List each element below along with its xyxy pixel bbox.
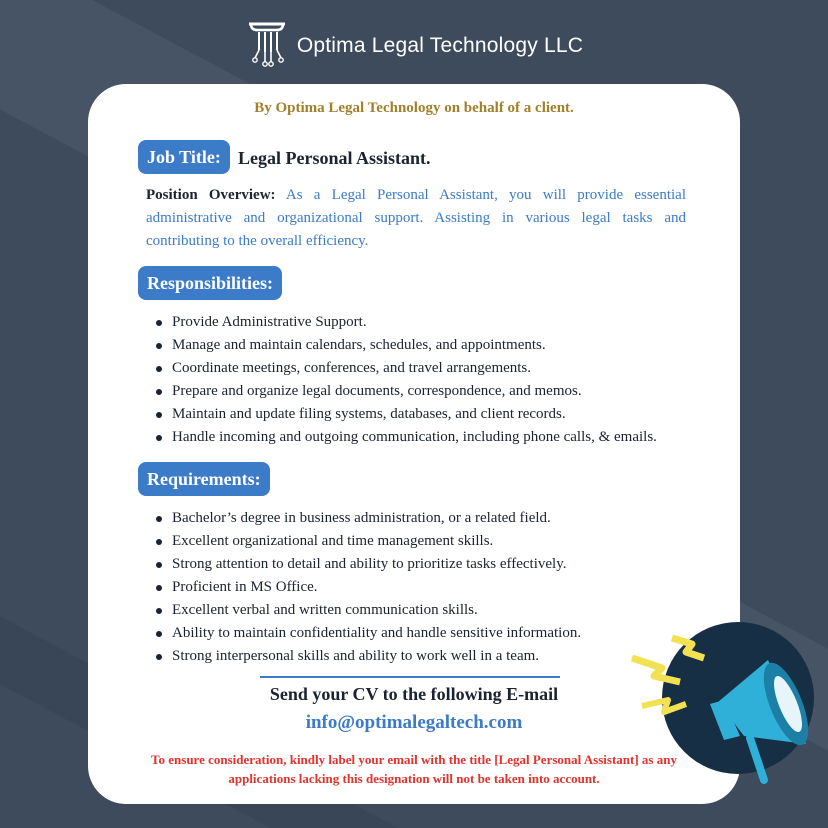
list-item: Provide Administrative Support. [172,311,657,334]
send-cv-text: Send your CV to the following E-mail [269,684,559,704]
list-item: Strong interpersonal skills and ability to work well in a team. [172,645,581,668]
responsibilities-list [146,311,657,449]
list-item: Strong attention to detail and ability to prioritize tasks effectively. [172,553,581,576]
list-item: Handle incoming and outgoing communication, including phone calls, & emails. [172,426,657,449]
company-name: Optima Legal Technology LLC [296,34,584,57]
divider [260,676,560,678]
list-item: Excellent verbal and written communication skills. [172,599,581,622]
list-item: Ability to maintain confidentiality and handle sensitive information. [172,622,581,645]
requirements-list [146,507,581,668]
overview-label: Position Overview: [146,187,276,203]
responsibilities-heading: Responsibilities: [138,266,282,300]
list-item: Manage and maintain calendars, schedules, and appointments. [172,334,657,357]
requirements-heading: Requirements: [138,462,270,496]
job-title: Legal Personal Assistant. [238,148,431,168]
contact-email[interactable]: info@optimalegaltech.com [305,712,523,733]
list-item: Proficient in MS Office. [172,576,581,599]
job-title-label: Job Title: [138,140,230,174]
pillar-logo-icon [245,18,289,70]
overview-text: As a Legal Personal Assistant, you will provide essential administrative and organizational support. Assisting in various legal tasks and contributing to the overall efficiency. [146,187,686,249]
megaphone-icon [620,620,820,790]
list-item: Bachelor’s degree in business administration, or a related field. [172,507,581,530]
position-overview [146,184,686,253]
header [0,16,828,72]
list-item: Maintain and update filing systems, databases, and client records. [172,403,657,426]
list-item: Prepare and organize legal documents, correspondence, and memos. [172,380,657,403]
application-note: To ensure consideration, kindly label your email with the title [Legal Personal Assistant] as any applications lacking this designation will not be taken into account. [151,752,677,786]
list-item: Excellent organizational and time management skills. [172,530,581,553]
by-line: By Optima Legal Technology on behalf of a client. [254,100,574,116]
list-item: Coordinate meetings, conferences, and travel arrangements. [172,357,657,380]
